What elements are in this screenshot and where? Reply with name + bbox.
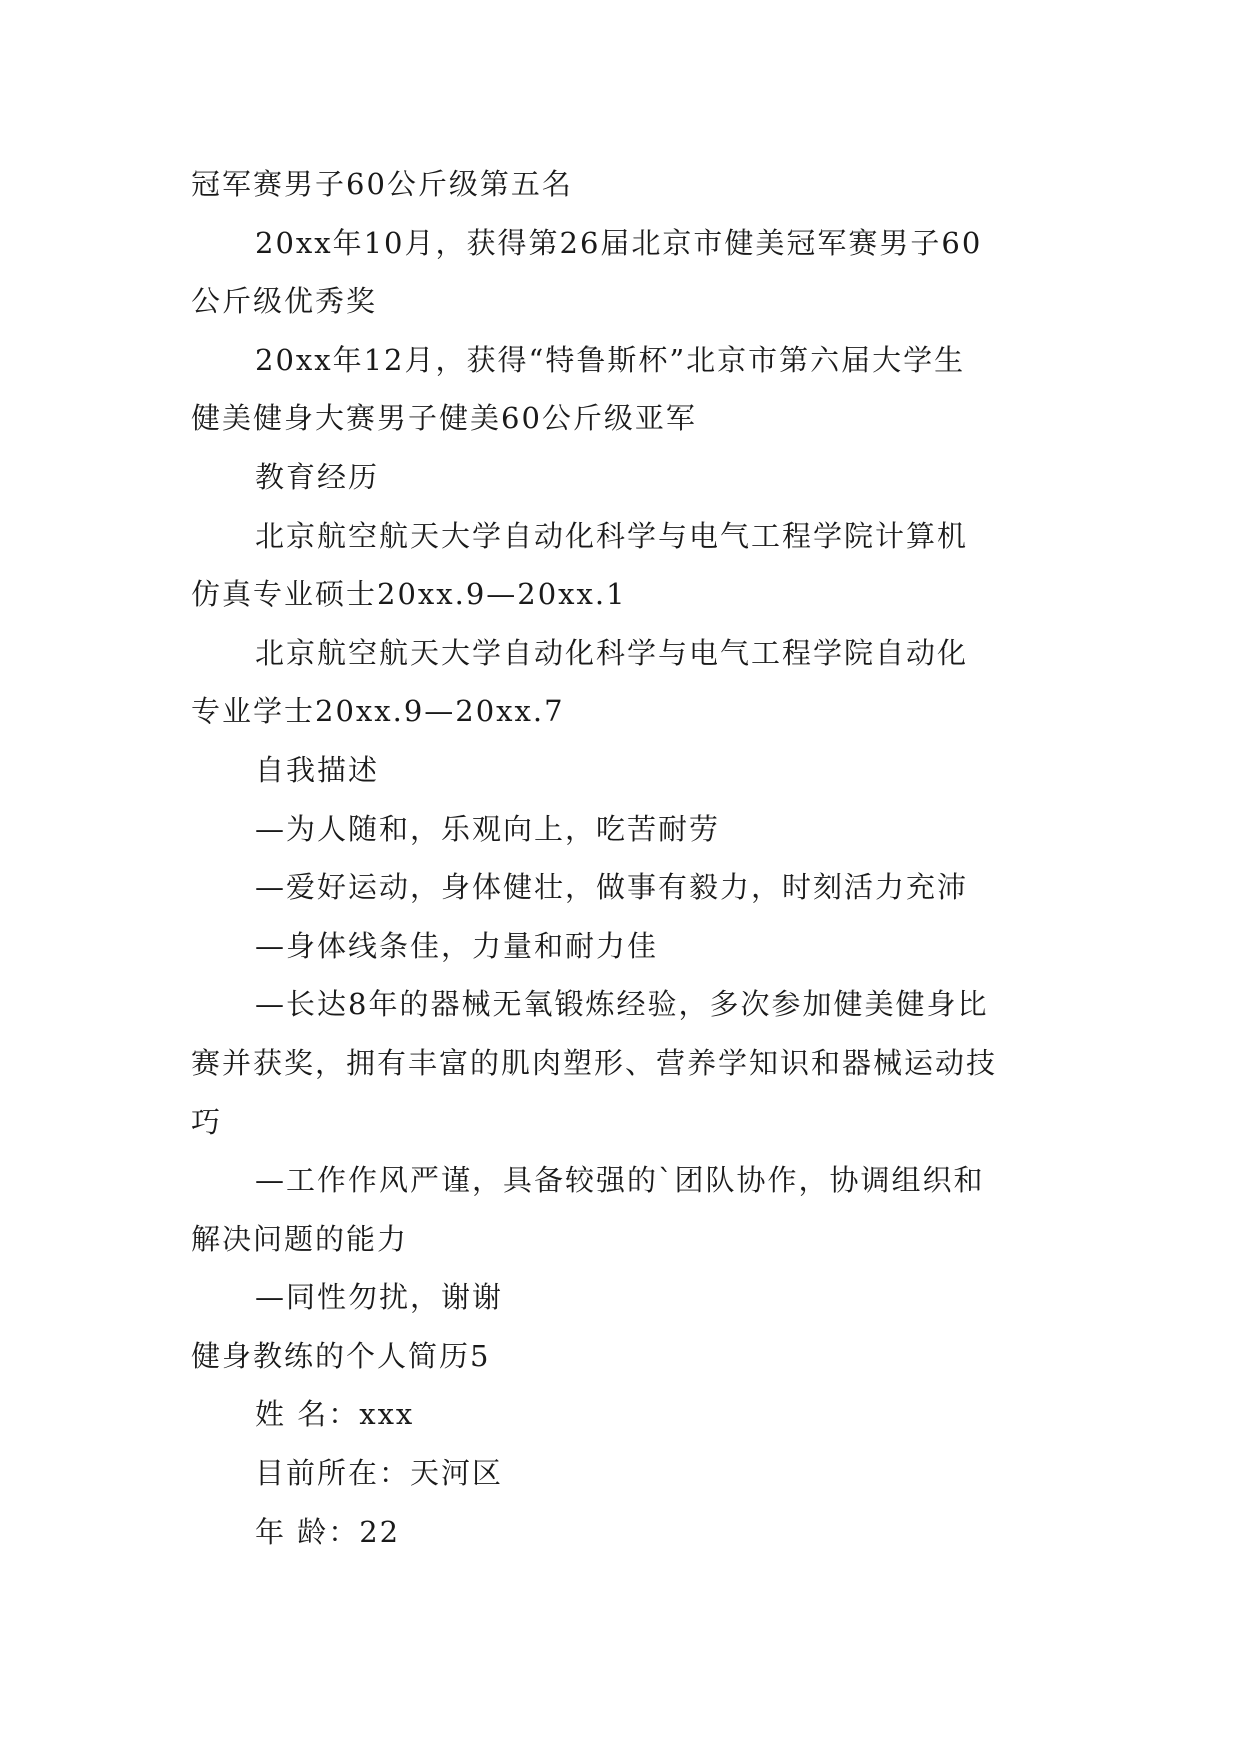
text-line: 20xx年10月，获得第26届北京市健美冠军赛男子60 [255,225,983,260]
text-line: 仿真专业硕士20xx.9—20xx.1 [191,577,627,612]
text-line: 公斤级优秀奖 [191,284,378,319]
document-body [191,155,1061,1561]
text-line: 专业学士20xx.9—20xx.7 [191,694,565,729]
age-field: 年 龄：22 [255,1514,401,1549]
name-field: 姓 名：xxx [255,1397,415,1432]
text-line: 巧 [191,1104,223,1139]
text-line: —长达8年的器械无氧锻炼经验，多次参加健美健身比 [255,987,989,1022]
text-line: 20xx年12月，获得“特鲁斯杯”北京市第六届大学生 [255,342,966,377]
text-line: —同性勿扰，谢谢 [255,1280,504,1315]
text-line: 健美健身大赛男子健美60公斤级亚军 [191,401,697,436]
section-heading-self-description: 自我描述 [255,752,380,787]
section-heading-education: 教育经历 [255,459,380,494]
text-line: 北京航空航天大学自动化科学与电气工程学院自动化 [255,635,969,670]
text-line: 解决问题的能力 [191,1221,409,1256]
text-line: —爱好运动，身体健壮，做事有毅力，时刻活力充沛 [255,870,969,905]
text-line: 北京航空航天大学自动化科学与电气工程学院计算机 [255,518,969,553]
text-line: —为人随和，乐观向上，吃苦耐劳 [255,811,721,846]
text-line: —工作作风严谨，具备较强的`团队协作，协调组织和 [255,1163,985,1198]
text-line: —身体线条佳，力量和耐力佳 [255,928,659,963]
text-line: 冠军赛男子60公斤级第五名 [191,167,573,201]
resume-title: 健身教练的个人简历5 [191,1338,491,1373]
text-line: 赛并获奖，拥有丰富的肌肉塑形、营养学知识和器械运动技 [191,1045,998,1080]
location-field: 目前所在：天河区 [255,1456,504,1491]
